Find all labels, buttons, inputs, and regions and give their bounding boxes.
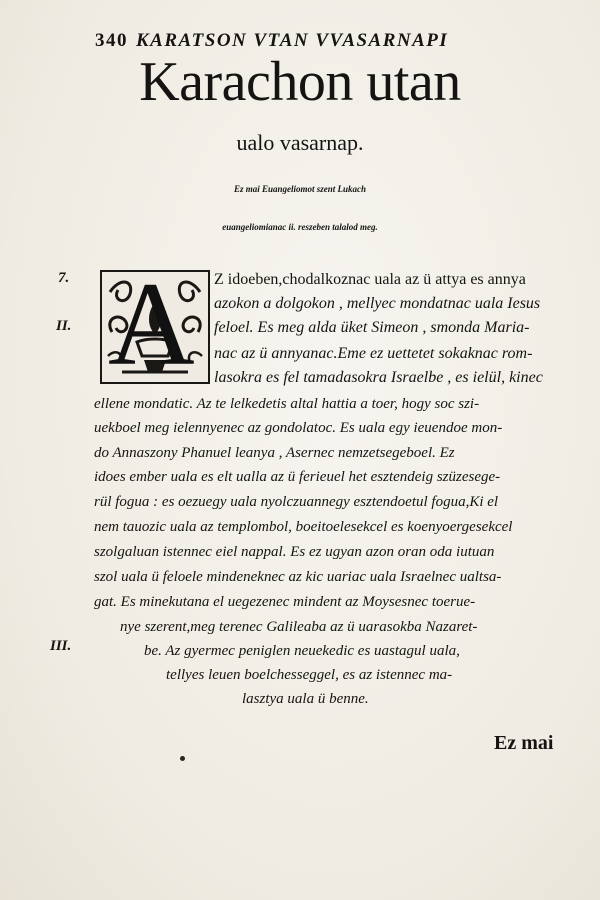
text-line-11: nem tauozic uala az templombol, boeitoelesekcel es koenyoergesekcel xyxy=(94,519,513,535)
page-title: Karachon utan xyxy=(139,51,461,113)
text-line-3: feloel. Es meg alda üket Simeon , smonda Maria- xyxy=(214,319,530,336)
text-line-8: do Annaszony Phanuel leanya , Asernec nemzetsegeboel. Ez xyxy=(94,445,455,461)
margin-number-iii: III. xyxy=(50,638,72,654)
text-line-15: nye szerent,meg terenec Galileaba az ü uarasokba Nazaret- xyxy=(120,619,478,635)
catchword: Ez mai xyxy=(494,732,554,754)
running-head xyxy=(95,30,565,52)
text-line-18: lasztya uala ü benne. xyxy=(242,691,369,707)
text-line-6: ellene mondatic. Az te lelkedetis altal hattia a toer, hogy soc szi- xyxy=(94,396,480,412)
margin-number-7: 7. xyxy=(58,270,70,286)
ink-speck xyxy=(180,756,185,761)
page-subtitle: ualo vasarnap. xyxy=(236,130,364,155)
text-line-13: szol uala ü feloele mindeneknec az kic uariac uala Israelnec ualtsa- xyxy=(94,569,502,585)
text-line-9: idoes ember uala es elt ualla az ü ferieuel het esztendeig szüzesege- xyxy=(94,469,501,485)
decorated-initial-a xyxy=(100,270,210,384)
gospel-reference: euangeliomianac ii. reszeben talalod meg. xyxy=(222,222,378,232)
text-line-17: tellyes leuen boelchesseggel, es az istennec ma- xyxy=(166,667,453,683)
text-line-14: gat. Es minekutana el uegezenec mindent az Moysesnec toerue- xyxy=(94,594,476,610)
text-line-12: szolgaluan istennec eiel nappal. Es ez ugyan azon oran oda iutuan xyxy=(94,544,495,560)
text-line-4: nac az ü annyanac.Eme ez uettetet sokaknac rom- xyxy=(214,345,533,362)
text-line-16: be. Az gyermec peniglen neuekedic es uastagul uala, xyxy=(144,643,460,659)
text-line-7: uekboel meg ielennyenec az gondolatoc. Es uala egy ieuendoe mon- xyxy=(94,420,503,436)
page-number: 340 xyxy=(95,30,128,51)
text-line-10: rül fogua : es oezuegy uala nyolczuannegy esztendoetul fogua,Ki el xyxy=(94,494,499,510)
running-head-text: KARATSON VTAN VVASARNAPI xyxy=(136,30,449,51)
text-line-5: lasokra es fel tamadasokra Israelbe , es ielül, kinec xyxy=(214,369,543,386)
gospel-heading: Ez mai Euangeliomot szent Lukach xyxy=(233,184,367,194)
initial-letter: A xyxy=(108,270,195,384)
margin-number-ii: II. xyxy=(56,318,72,334)
text-line-1: Z idoeben,chodalkoznac uala az ü attya es annya xyxy=(214,271,526,288)
text-line-2: azokon a dolgokon , mellyec mondatnac uala Iesus xyxy=(214,295,541,312)
